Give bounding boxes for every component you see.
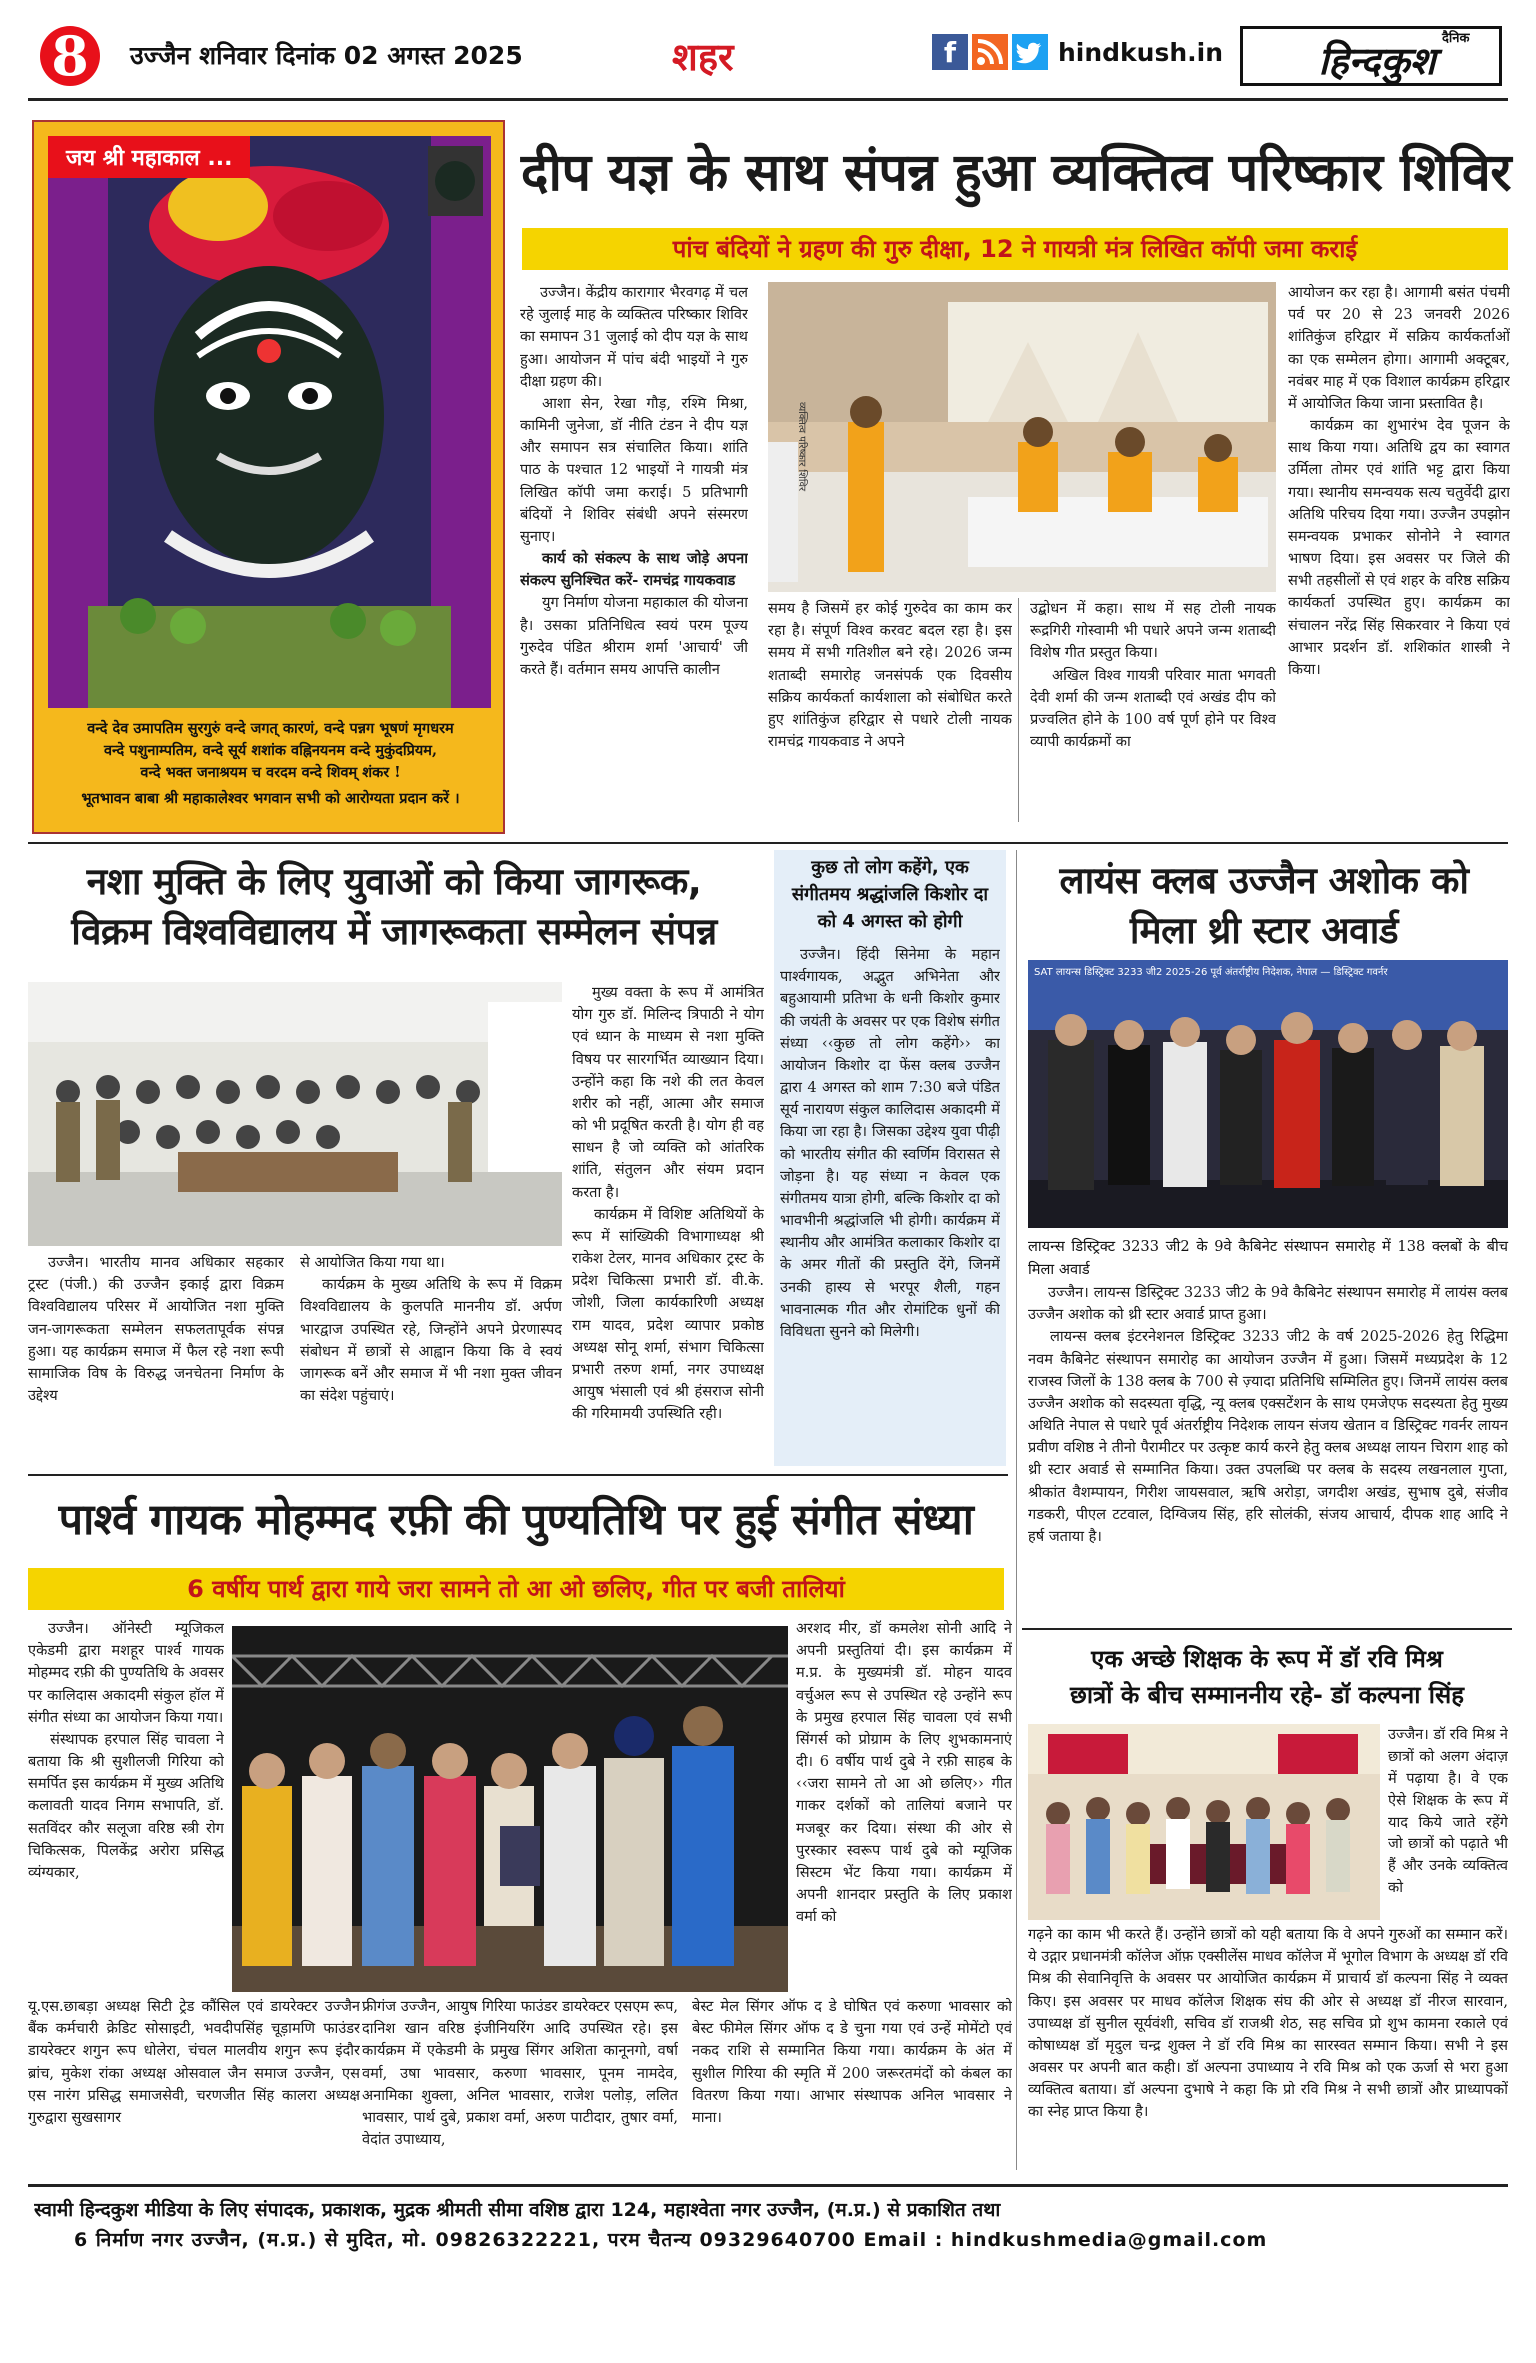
paragraph: अखिल विश्व गायत्री परिवार माता भगवती देवी शर्मा की जन्म शताब्दी एवं अखंड दीप को प्रज्वलित होने के 100 वर्ष पूर्ण होने पर विश्व व्यापी कार्यक्रमों का: [1030, 666, 1276, 751]
article2-headline-line2: विक्रम विश्वविद्यालय में जागरूकता सम्मेलन संपन्न: [71, 910, 717, 953]
section-rule: [1022, 1628, 1512, 1630]
footer-line2: 6 निर्माण नगर उज्जैन, (म.प्र.) से मुदित, मो. 09826322221, परम चैतन्य 09329640700 Email : hindkushmedia@gmail.com: [74, 2229, 1268, 2251]
article5-subheadline: 6 वर्षीय पार्थ द्वारा गाये जरा सामने तो आ ओ छलिए, गीत पर बजी तालियां: [28, 1568, 1004, 1610]
logo-name: हिन्दकुश: [1318, 39, 1436, 83]
verse-line: वन्दे देव उमापतिम सुरगुरुं वन्दे जगत् कारणं, वन्दे पन्नग भूषणं मृगधरम: [87, 720, 454, 737]
article1-photo: [768, 282, 1276, 592]
article6-headline-line2: छात्रों के बीच सम्माननीय रहे- डॉ कल्पना सिंह: [1070, 1681, 1464, 1709]
article6-headline-line1: एक अच्छे शिक्षक के रूप में डॉ रवि मिश्र: [1091, 1645, 1443, 1673]
column-divider: [1016, 850, 1017, 2170]
paragraph: से आयोजित किया गया था।: [300, 1254, 445, 1271]
article5-col1: [28, 1618, 224, 1952]
article6-body: [1028, 1924, 1508, 2176]
mahakal-photo: [48, 136, 491, 708]
logo-tag: दैनिक: [1442, 31, 1470, 46]
photo-banner-text: SAT लायन्स डिस्ट्रिक्ट 3233 जी2 2025-26 पूर्व अंतर्राष्ट्रीय निदेशक, नेपाल — डिस्ट्रिक्ट गवर्नर: [1034, 967, 1388, 978]
section-name: शहर: [672, 35, 734, 79]
article5-col3: [692, 1996, 1012, 2172]
masthead: [22, 22, 1514, 110]
paragraph: उद्बोधन में कहा। साथ में सह टोली नायक रूद्रगिरी गोस्वामी भी पधारे अपने जन्म शताब्दी विशेष गीत प्रस्तुत किया।: [1030, 600, 1276, 662]
paragraph: समय है जिसमें हर कोई गुरुदेव का काम कर रहा है। संपूर्ण विश्व करवट बदल रहा है। इस समय में सभी गतिशील बने रहे। 2026 जन्म शताब्दी समारोह जनसंपर्क एक दिवसीय सक्रिय कार्यकर्ता कार्यशाला को संबोधित करते हुए शांतिकुंज हरिद्वार से पधारे टोली नायक रामचंद्र गायकवाड ने अपने: [768, 600, 1012, 751]
paragraph: कार्यक्रम का शुभारंभ देव पूजन के साथ किया गया। अतिथि द्वय का स्वागत उर्मिला तोमर एवं शांति भट्ट द्वारा किया गया। स्थानीय समन्वयक सत्य चतुर्वेदी द्वारा अतिथि परिचय दिया गया। उज्जैन उपझोन समन्वयक प्रभाकर सोनोने ने स्वागत भाषण दिया। इस अवसर पर जिले की सभी तहसीलों से एवं शहर के वरिष्ठ सक्रिय कार्यकर्ता उपस्थित हुए। कार्यक्रम का संचालन नरेंद्र सिंह सिकरवार ने किया एवं आभार प्रदर्शन डॉ. शशिकांत शास्त्री ने किया।: [1288, 417, 1510, 678]
subheading: कार्य को संकल्प के साथ जोड़े अपना संकल्प सुनिश्चित करें- रामचंद्र गायकवाड: [520, 550, 748, 590]
article2-headline-line1: नशा मुक्ति के लिए युवाओं को किया जागरूक,: [86, 860, 702, 903]
article1-col1: [520, 282, 748, 822]
article1-col2: [768, 598, 1012, 822]
paragraph: उज्जैन। हिंदी सिनेमा के महान पार्श्वगायक, अद्भुत अभिनेता और बहुआयामी प्रतिभा के धनी किशोर कुमार की जयंती के अवसर पर एक विशेष संगीत संध्या ‹‹कुछ तो लोग कहेंगे›› का आयोजन किशोर दा फेंस क्लब उज्जैन द्वारा 4 अगस्त को शाम 7:30 बजे पंडित सूर्य नारायण संकुल कालिदास अकादमी में किया जा रहा है। जिसका उद्देश्य युवा पीढ़ी को भारतीय संगीत की स्वर्णिम विरासत से जोड़ना है। यह संध्या न केवल एक संगीतमय यात्रा होगी, बल्कि किशोर दा को भावभीनी श्रद्धांजलि भी होगी। कार्यक्रम में स्थानीय और आमंत्रित कलाकार किशोर दा के अमर गीतों की प्रस्तुति देंगे, जिनमें उनकी हास्य से भरपूर शैली, गहन भावनात्मक गीत और रोमांटिक धुनों की विविधता सुनने को मिलेगी।: [780, 946, 1000, 1340]
paragraph: मुख्य वक्ता के रूप में आमंत्रित योग गुरु डॉ. मिलिन्द त्रिपाठी ने योग एवं ध्यान के माध्यम से नशा मुक्ति विषय पर सारगर्भित व्याख्यान दिया। उन्होंने कहा कि नशे की लत केवल शरीर को नहीं, आत्मा और समाज को भी प्रदूषित करती है। योग ही वह साधन है जो व्यक्ति को आंतरिक शांति, संतुलन और संयम प्रदान करता है।: [572, 984, 764, 1201]
article2-col1: [28, 1252, 284, 1462]
article1-headline: दीप यज्ञ के साथ संपन्न हुआ व्यक्तित्व परिष्कार शिविर: [520, 143, 1512, 203]
article4-caption: लायन्स डिस्ट्रिक्ट 3233 जी2 के 9वे कैबिनेट संस्थापन समारोह में 138 क्लबों के बीच मिला अवार्ड: [1028, 1238, 1508, 1278]
article1-subheadline: पांच बंदियों ने ग्रहण की गुरु दीक्षा, 12 ने गायत्री मंत्र लिखित कॉपी जमा कराई: [522, 228, 1508, 270]
masthead-rule: [28, 98, 1508, 101]
paragraph: आशा सेन, रेखा गौड़, रश्मि मिश्रा, कामिनी जुनेजा, डॉ नीति टंडन ने दीप यज्ञ और समापन सत्र संचालित किया। शांति पाठ के पश्चात 12 भाइयों ने गायत्री मंत्र लिखित कॉपी जमा कराई। 5 प्रतिभागी बंदियों ने शिविर संबंधी अपने संस्मरण सुनाए।: [520, 394, 748, 545]
twitter-icon[interactable]: [1012, 34, 1048, 70]
article1-col3: [1030, 598, 1276, 822]
article5-headline: पार्श्व गायक मोहम्मद रफ़ी की पुण्यतिथि पर हुई संगीत संध्या: [58, 1495, 974, 1545]
article1-col4: [1288, 282, 1510, 822]
section-rule: [28, 842, 1508, 844]
article5-col2: [362, 1996, 678, 2172]
paragraph: उज्जैन। लायन्स डिस्ट्रिक्ट 3233 जी2 के 9वे कैबिनेट संस्थापन समारोह में लायंस क्लब उज्जैन अशोक को थ्री स्टार अवार्ड प्राप्त हुआ।: [1028, 1284, 1508, 1324]
verse-line: वन्दे भक्त जनाश्रयम च वरदम वन्दे शिवम् शंकर !: [140, 764, 401, 781]
paragraph: बेस्ट मेल सिंगर ऑफ द डे घोषित एवं करुणा भावसार को बेस्ट फीमेल सिंगर ऑफ द डे चुना गया एवं उन्हें मोमेंटो एवं नकद राशि से सम्मानित किया गया। कार्यक्रम के अंत में सुशील गिरिया की स्मृति में 200 जरूरतमंदों को कंबल का वितरण किया गया। आभार संस्थापक अनिल भावसार ने माना।: [692, 1998, 1012, 2126]
paragraph: कार्यक्रम के मुख्य अतिथि के रूप में विक्रम विश्वविद्यालय के कुलपति माननीय डॉ. अर्पण भारद्वाज उपस्थित रहे, जिन्होंने अपने प्रेरणास्पद संबोधन में छात्रों से आह्वान किया कि वे स्वयं जागरूक बनें और समाज में भी नशा मुक्त जीवन का संदेश पहुंचाएं।: [300, 1276, 562, 1405]
paragraph: फ्रीगंज उज्जैन, आयुष गिरिया फाउंडर डायरेक्टर एसएम रूप, दानिश खान वरिष्ठ इंजीनियरिंग आदि उपस्थित रहे। इस कार्यक्रम में एकेडमी के प्रमुख सिंगर अशिता कानूनगो, वर्षा वर्मा, उषा भावसार, करुणा भावसार, पूनम नामदेव, अनामिका शुक्ला, अनिल भावसार, राजेश पलोड़, ललित भावसार, पार्थ दुबे, प्रकाश वर्मा, अरुण पाटीदार, तुषार वर्मा, वेदांत उपाध्याय,: [362, 1998, 678, 2149]
article6-side-text: [1388, 1724, 1508, 1922]
paragraph: संस्थापक हरपाल सिंह चावला ने बताया कि श्री सुशीलजी गिरिया को समर्पित इस कार्यक्रम में मुख्य अतिथि कलावती यादव निगम सभापति, डॉ. सतविंदर कौर सलूजा वरिष्ठ स्त्री रोग चिकित्सक, पिलकेंद्र अरोरा प्रसिद्ध व्यंग्यकार,: [28, 1730, 224, 1881]
article5-photo: [232, 1626, 788, 1992]
article3-body: [780, 944, 1000, 1464]
mahakal-banner: जय श्री महाकाल ...: [48, 136, 250, 178]
paragraph: कार्यक्रम में विशिष्ट अतिथियों के रूप में सांख्यिकी विभागाध्यक्ष श्री राकेश टेलर, मानव अधिकार ट्रस्ट के प्रदेश चिकित्सा प्रभारी डॉ. वी.के. जोशी, जिला कार्यकारिणी अध्यक्ष राम यादव, प्रदेश व्यापार प्रकोष्ठ अध्यक्ष सोनू शर्मा, संभाग चिकित्सा प्रभारी तरुण शर्मा, नगर उपाध्यक्ष आयुष भंसाली एवं श्री हंसराज सोनी की गरिमामयी उपस्थिति रही।: [572, 1205, 764, 1423]
paragraph: उज्जैन। भारतीय मानव अधिकार सहकार ट्रस्ट (पंजी.) की उज्जैन इकाई द्वारा विक्रम विश्वविद्यालय परिसर में आयोजित नशा मुक्ति जन-जागरूकता सम्मेलन सफलतापूर्वक संपन्न हुआ। यह कार्यक्रम समाज में फैल रहे नशा रूपी सामाजिक विष के विरुद्ध जनचेतना निर्माण के उद्देश्य: [28, 1254, 284, 1405]
website-url[interactable]: hindkush.in: [1058, 38, 1224, 67]
section-rule: [28, 1474, 1008, 1476]
footer-rule: [28, 2184, 1508, 2187]
article2-col3: [572, 982, 764, 1462]
paragraph: उज्जैन। केंद्रीय कारागार भैरवगढ़ में चल रहे जुलाई माह के व्यक्तित्व परिष्कार शिविर का समापन 31 जुलाई को दीप यज्ञ के साथ हुआ। आयोजन में पांच बंदी भाइयों ने गुरु दीक्षा ग्रहण की।: [520, 284, 748, 390]
article5-wide-para: [28, 1996, 360, 2172]
article4-headline-line2: मिला थ्री स्टार अवार्ड: [1129, 909, 1399, 952]
article3-headline: कुछ तो लोग कहेंगे, एक संगीतमय श्रद्धांजलि किशोर दा को 4 अगस्त को होगी: [791, 857, 989, 932]
dateline: उज्जैन शनिवार दिनांक 02 अगस्त 2025: [130, 41, 523, 70]
rss-icon[interactable]: [972, 34, 1008, 70]
article2-col2: [300, 1252, 562, 1462]
page-number-text: 8: [51, 24, 89, 88]
paragraph: गढ़ने का काम भी करते हैं। उन्होंने छात्रों को यही बताया कि वे अपने गुरुओं का सम्मान करें। ये उद्गार प्रधानमंत्री कॉलेज ऑफ़ एक्सीलेंस माधव कॉलेज में भूगोल विभाग के अध्यक्ष डॉ रवि मिश्र की सेवानिवृत्ति के अवसर पर आयोजित कार्यक्रम में प्राचार्य डॉ कल्पना सिंह ने व्यक्त किए। इस अवसर पर माधव कॉलेज शिक्षक संघ की ओर से अध्यक्ष डॉ नीरज सारवान, उपाध्यक्ष डॉ सुनील सूर्यवंशी, सचिव डॉ राजश्री शेठ, सह सचिव प्रो शुभ कामना रकाले एवं कोषाध्यक्ष डॉ मृदुल चन्द्र शुक्ल ने डॉ रवि मिश्र का सारस्वत सम्मान किया। सभी ने इस अवसर पर अपनी बात कही। डॉ अल्पना उपाध्याय ने रवि मिश्र को एक ऊर्जा से भरा हुआ व्यक्तित्व बताया। डॉ अल्पना दुभाषे ने कहा कि प्रो रवि मिश्र ने सभी छात्रों और प्राध्यापकों का स्नेह प्राप्त किया है।: [1028, 1926, 1508, 2121]
paragraph: उज्जैन। ऑनेस्टी म्यूजिकल एकेडमी द्वारा मशहूर पार्श्व गायक मोहम्मद रफ़ी की पुण्यतिथि के अवसर पर कालिदास अकादमी संकुल हॉल में संगीत संध्या का आयोजन किया गया।: [28, 1620, 224, 1726]
article6-photo: [1028, 1724, 1380, 1920]
article4-photo: [1028, 960, 1508, 1228]
mahakal-blessing: भूतभावन बाबा श्री महाकालेश्वर भगवान सभी को आरोग्यता प्रदान करें ।: [81, 790, 460, 807]
facebook-icon[interactable]: f: [932, 34, 968, 70]
column-divider: [1018, 598, 1019, 822]
mahakal-panel: [32, 120, 505, 834]
paragraph: अरशद मीर, डॉ कमलेश सोनी आदि ने अपनी प्रस्तुतियां दी। इस कार्यक्रम में म.प्र. के मुख्यमंत्री डॉ. मोहन यादव वर्चुअल रूप से उपस्थित रहे उन्होंने रूप के प्रमुख हरपाल सिंह चावला एवं सभी सिंगर्स को प्रोग्राम के लिए शुभकामनाएं दी। 6 वर्षीय पार्थ दुबे ने रफ़ी साहब के ‹‹जरा सामने तो आ ओ छलिए›› गीत गाकर दर्शकों को तालियां बजाने पर मजबूर कर दिया। संस्था की ओर से पुरस्कार स्वरूप पार्थ दुबे को म्यूजिक सिस्टम भेंट किया गया। कार्यक्रम में अपनी शानदार प्रस्तुति के लिए प्रकाश वर्मा को: [796, 1620, 1012, 1926]
article2-photo: [28, 982, 562, 1246]
footer-line1: स्वामी हिन्दकुश मीडिया के लिए संपादक, प्रकाशक, मुद्रक श्रीमती सीमा वशिष्ठ द्वारा 124, महाश्वेता नगर उज्जैन, (म.प्र.) से प्रकाशित तथा: [34, 2199, 1001, 2221]
mahakal-verse: [44, 718, 497, 810]
article5-col4: [796, 1618, 1012, 1992]
photo-banner-text: व्यक्तित्व परिष्कार शिविर: [796, 402, 807, 492]
paragraph: उज्जैन। डॉ रवि मिश्र ने छात्रों को अलग अंदाज़ में पढ़ाया है। वे एक ऐसे शिक्षक के रूप में याद किये जाते रहेंगे जो छात्रों को पढ़ाते भी हैं और उनके व्यक्तित्व को: [1388, 1726, 1508, 1897]
paragraph: यू.एस.छाबड़ा अध्यक्ष सिटी ट्रेड कौंसिल एवं डायरेक्टर उज्जैन बैंक कर्मचारी क्रेडिट सोसाइटी, भवदीपसिंह चूड़ामणि फाउंडर डायरेक्टर शगुन रूप धोलेरा, चंचल मालवीय शगुन रूप इंदौर ब्रांच, मुकेश रांका अध्यक्ष ओसवाल जैन समाज उज्जैन, एस एस नारंग प्रसिद्ध समाजसेवी, चरणजीत सिंह कालरा अध्यक्ष गुरुद्वारा सुखसागर: [28, 1998, 360, 2126]
paragraph: लायन्स क्लब इंटरनेशनल डिस्ट्रिक्ट 3233 जी2 के वर्ष 2025-2026 हेतु रिद्धिमा नवम कैबिनेट संस्थापन समारोह का आयोजन उज्जैन में हुआ। जिसमें मध्यप्रदेश के 12 राजस्व जिलों के 138 क्लब के 700 से ज़्यादा प्रतिनिधि सम्मिलित हुए। जिनमें लायंस क्लब उज्जैन अशोक को सदस्यता वृद्धि, न्यू क्लब एक्सटेंशन के साथ एमजेएफ सदस्यता हेतु मुख्य अथिति नेपाल से पधारे पूर्व अंतर्राष्ट्रीय निदेशक लायन संजय खेतान व डिस्ट्रिक्ट गवर्नर लायन प्रवीण वशिष्ठ ने तीनो पैरामीटर पर उत्कृष्ट कार्य करने हेतु क्लब अध्यक्ष लायन चिराग शाह को थ्री स्टार अवार्ड से सम्मानित किया। उक्त उपलब्धि पर क्लब के सदस्य लखनलाल गुप्ता, श्रीकांत वैशम्पायन, गिरीश जायसवाल, ऋषि अरोड़ा, जगदीश अखंड, सुभाष दुबे, संजीव गडकरी, पीएल टटवाल, दिग्विजय सिंह, हरि सोलंकी, संजय आचार्य, दीपक शाह आदि ने हर्ष जताया है।: [1028, 1328, 1508, 1545]
paragraph: युग निर्माण योजना महाकाल की योजना है। उसका प्रतिनिधित्व स्वयं परम पूज्य गुरुदेव पंडित श्रीराम शर्मा 'आचार्य' जी करते हैं। वर्तमान समय आपत्ति कालीन: [520, 594, 748, 678]
article4-body: [1028, 1282, 1508, 1616]
article4-headline-line1: लायंस क्लब उज्जैन अशोक को: [1059, 859, 1469, 902]
paragraph: आयोजन कर रहा है। आगामी बसंत पंचमी पर्व पर 20 से 23 जनवरी 2026 शांतिकुंज हरिद्वार में सक्रिय कार्यकर्ताओं का एक सम्मेलन होगा। आगामी अक्टूबर, नवंबर माह में एक विशाल कार्यक्रम हरिद्वार में आयोजित किया जाना प्रस्तावित है।: [1288, 284, 1510, 412]
verse-line: वन्दे पशुनाम्पतिम, वन्दे सूर्य शशांक वह्निनयनम वन्दे मुकुंदप्रियम,: [103, 742, 438, 759]
